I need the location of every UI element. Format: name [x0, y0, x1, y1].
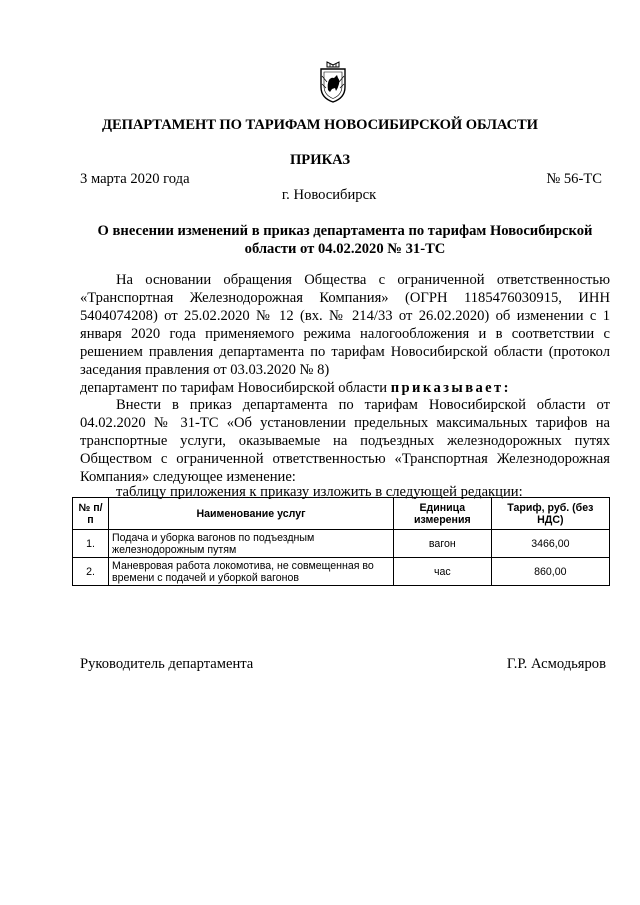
department-title: ДЕПАРТАМЕНТ ПО ТАРИФАМ НОВОСИБИРСКОЙ ОБЛАСТИ: [102, 117, 538, 133]
table-row: [73, 530, 610, 558]
row-unit: вагон: [393, 530, 491, 558]
row-tariff: 860,00: [491, 558, 609, 586]
row-service-name: Маневровая работа локомотива, не совмещенная во времени с подачей и уборкой вагонов: [109, 558, 394, 586]
orders-word: приказывает:: [390, 380, 511, 396]
header-name: Наименование услуг: [109, 498, 394, 530]
signature-role: Руководитель департамента: [80, 656, 254, 672]
tariff-table: [72, 497, 610, 586]
header-tariff: Тариф, руб. (без НДС): [491, 498, 609, 530]
header-num: № п/п: [73, 498, 109, 530]
table-row: [73, 558, 610, 586]
document-type: ПРИКАЗ: [289, 152, 351, 168]
row-tariff: 3466,00: [491, 530, 609, 558]
row-unit: час: [393, 558, 491, 586]
signature-name: Г.Р. Асмодьяров: [506, 656, 606, 672]
order-subject: О внесении изменений в приказ департамента по тарифам Новосибирской области от 04.02.2020 № 31-ТС: [97, 223, 593, 257]
amendment-paragraph: Внести в приказ департамента по тарифам Новосибирской области от 04.02.2020 № 31-ТС «Об установлении предельных максимальных тарифов на транспортные услуги, оказываемые на подъездных железнодорожных путях Обществом с ограниченной ответственностью «Транспортная Железнодорожная Компания» следующее изменение:: [80, 397, 610, 485]
table-header-row: [73, 498, 610, 530]
row-num: 2.: [73, 558, 109, 586]
department-lead-text: департамент по тарифам Новосибирской области: [80, 380, 388, 396]
order-number: № 56-ТС: [546, 171, 602, 187]
coat-of-arms-icon: [318, 60, 348, 104]
row-service-name: Подача и уборка вагонов по подъездным железнодорожным путям: [109, 530, 394, 558]
basis-paragraph: На основании обращения Общества с ограниченной ответственностью «Транспортная Железнодорожная Компания» (ОГРН 1185476030915, ИНН 5404074208) от 25.02.2020 № 12 (вх. № 214/33 от 26.02.2020) об изменении с 1 января 2020 года применяемого режима налогообложения и в соответствии с решением правления департамента по тарифам Новосибирской области (протокол заседания правления от 03.03.2020 № 8): [80, 272, 610, 378]
header-unit: Единица измерения: [393, 498, 491, 530]
order-city: г. Новосибирск: [281, 187, 377, 203]
row-num: 1.: [73, 530, 109, 558]
order-date: 3 марта 2020 года: [80, 171, 190, 187]
table-intro: таблицу приложения к приказу изложить в следующей редакции:: [116, 484, 523, 500]
department-orders-line: [80, 379, 610, 397]
